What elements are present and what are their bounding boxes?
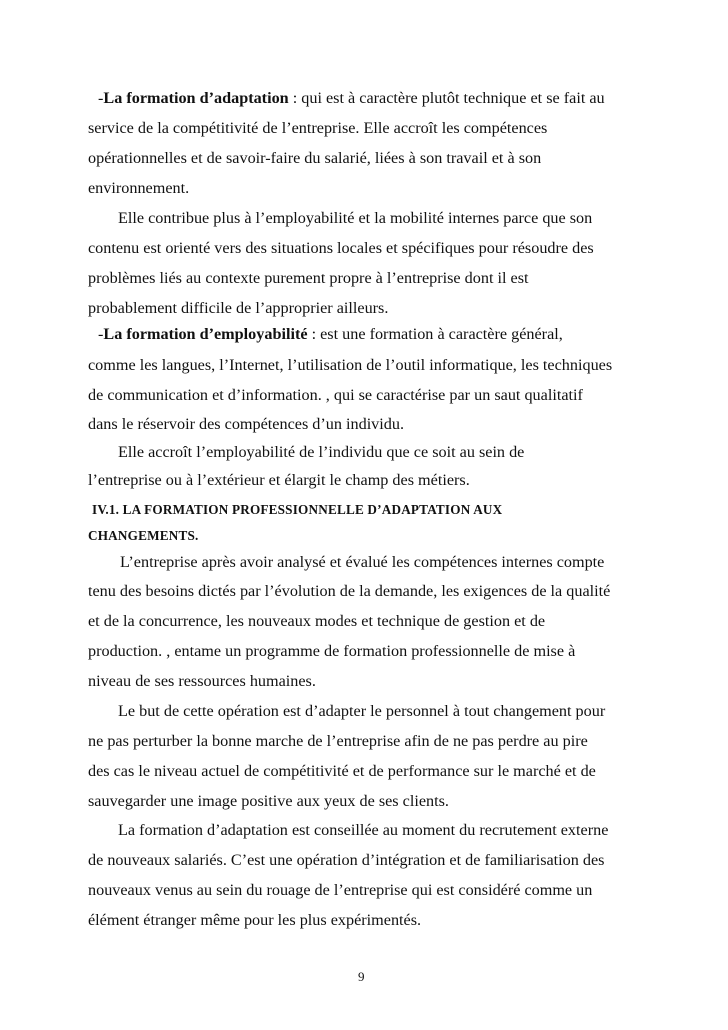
paragraph-contribution-line-4: probablement difficile de l’approprier ailleurs.	[88, 299, 389, 317]
section-heading-line-2: CHANGEMENTS.	[88, 528, 199, 543]
paragraph-employability-line-2: comme les langues, l’Internet, l’utilisation de l’outil informatique, les techniques	[88, 356, 613, 374]
definition-text: : est une formation à caractère général,	[307, 325, 563, 343]
paragraph-recommendation-line-1: La formation d’adaptation est conseillée au moment du recrutement externe	[118, 821, 609, 839]
paragraph-recommendation-line-4: élément étranger même pour les plus expérimentés.	[88, 911, 422, 929]
page-number: 9	[358, 969, 365, 984]
paragraph-adaptation-line-2: service de la compétitivité de l’entreprise. Elle accroît les compétences	[88, 119, 548, 137]
paragraph-employability-line-3: de communication et d’information. , qui se caractérise par un saut qualitatif	[88, 386, 583, 404]
paragraph-goal-line-1: Le but de cette opération est d’adapter le personnel à tout changement pour	[118, 702, 606, 720]
paragraph-contribution-line-1: Elle contribue plus à l’employabilité et la mobilité internes parce que son	[118, 209, 593, 227]
definition-text: : qui est à caractère plutôt technique et se fait au	[288, 89, 605, 107]
paragraph-employability-line-1	[98, 324, 563, 344]
paragraph-contribution-line-2: contenu est orienté vers des situations locales et spécifiques pour résoudre des	[88, 239, 594, 257]
term-adaptation: La formation d’adaptation	[103, 89, 289, 107]
section-heading-line-1: IV.1. LA FORMATION PROFESSIONNELLE D’ADAPTATION AUX	[92, 502, 503, 517]
paragraph-intro-line-1: L’entreprise après avoir analysé et évalué les compétences internes compte	[120, 553, 605, 571]
paragraph-goal-line-3: des cas le niveau actuel de compétitivité et de performance sur le marché et de	[88, 762, 596, 780]
dash-prefix: -	[98, 325, 104, 343]
paragraph-intro-line-4: production. , entame un programme de formation professionnelle de mise à	[88, 642, 576, 660]
paragraph-adaptation-line-1	[98, 88, 605, 108]
paragraph-intro-line-2: tenu des besoins dictés par l’évolution de la demande, les exigences de la qualité	[88, 582, 611, 600]
paragraph-goal-line-2: ne pas perturber la bonne marche de l’entreprise afin de ne pas perdre au pire	[88, 732, 588, 750]
paragraph-employability-line-4: dans le réservoir des compétences d’un individu.	[88, 415, 405, 433]
paragraph-intro-line-5: niveau de ses ressources humaines.	[88, 672, 316, 690]
paragraph-recommendation-line-2: de nouveaux salariés. C’est une opération d’intégration et de familiarisation des	[88, 851, 605, 869]
paragraph-contribution-line-3: problèmes liés au contexte purement propre à l’entreprise dont il est	[88, 269, 529, 287]
paragraph-growth-line-1: Elle accroît l’employabilité de l’individu que ce soit au sein de	[118, 443, 525, 461]
term-employability: La formation d’employabilité	[103, 325, 308, 343]
paragraph-intro-line-3: et de la concurrence, les nouveaux modes et technique de gestion et de	[88, 612, 546, 630]
paragraph-growth-line-2: l’entreprise ou à l’extérieur et élargit le champ des métiers.	[88, 471, 470, 489]
paragraph-adaptation-line-4: environnement.	[88, 179, 190, 197]
paragraph-goal-line-4: sauvegarder une image positive aux yeux de ses clients.	[88, 792, 449, 810]
dash-prefix: -	[98, 89, 104, 107]
paragraph-adaptation-line-3: opérationnelles et de savoir-faire du salarié, liées à son travail et à son	[88, 149, 542, 167]
paragraph-recommendation-line-3: nouveaux venus au sein du rouage de l’entreprise qui est considéré comme un	[88, 881, 593, 899]
